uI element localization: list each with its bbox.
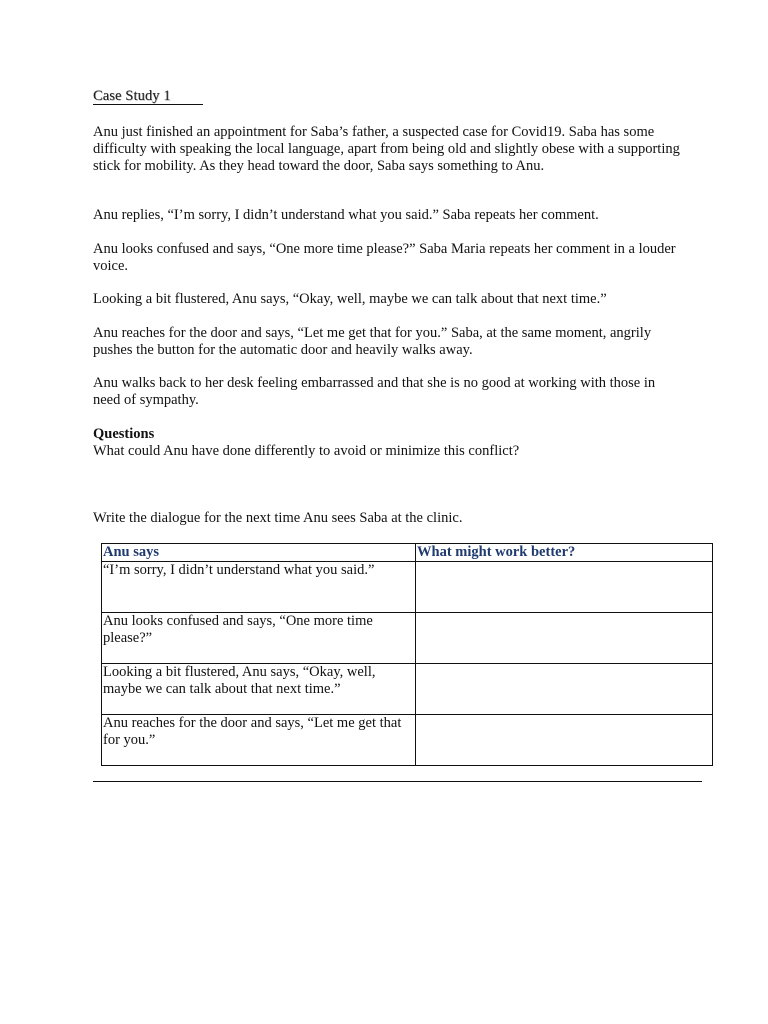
- anu-says-cell: Anu reaches for the door and says, “Let me get that for you.”: [102, 715, 416, 766]
- table-row: [102, 613, 713, 664]
- paragraph-flustered: Looking a bit flustered, Anu says, “Okay, well, maybe we can talk about that next time.”: [93, 291, 607, 307]
- response-cell[interactable]: [416, 613, 713, 664]
- dialogue-table: [101, 543, 713, 766]
- table-row: [102, 715, 713, 766]
- table-row: [102, 562, 713, 613]
- question-two: Write the dialogue for the next time Anu sees Saba at the clinic.: [93, 510, 463, 526]
- response-cell[interactable]: [416, 715, 713, 766]
- bottom-divider: [93, 781, 702, 782]
- header-anu-says: Anu says: [102, 544, 416, 562]
- paragraph-confused: Anu looks confused and says, “One more time please?” Saba Maria repeats her comment in a louder voice.: [93, 241, 676, 274]
- heading-underline: [93, 104, 203, 105]
- paragraph-intro: Anu just finished an appointment for Saba’s father, a suspected case for Covid19. Saba has some difficulty with speaking the local language, apart from being old and slightly obese with a supporting stick for mobility. As they head toward the door, Saba says something to Anu.: [93, 124, 680, 174]
- header-what-might-work-better: What might work better?: [416, 544, 713, 562]
- response-cell[interactable]: [416, 664, 713, 715]
- anu-says-cell: Anu looks confused and says, “One more time please?”: [102, 613, 416, 664]
- paragraph-embarrassed: Anu walks back to her desk feeling embarrassed and that she is no good at working with those in need of sympathy.: [93, 375, 656, 408]
- paragraph-reply: Anu replies, “I’m sorry, I didn’t understand what you said.” Saba repeats her comment.: [93, 207, 599, 223]
- anu-says-cell: “I’m sorry, I didn’t understand what you said.”: [102, 562, 416, 613]
- paragraph-door: Anu reaches for the door and says, “Let me get that for you.” Saba, at the same moment, angrily pushes the button for the automatic door and heavily walks away.: [93, 325, 652, 358]
- table-header-row: [102, 544, 713, 562]
- case-study-heading: Case Study 1: [93, 88, 171, 104]
- anu-says-cell: Looking a bit flustered, Anu says, “Okay, well, maybe we can talk about that next time.”: [102, 664, 416, 715]
- response-cell[interactable]: [416, 562, 713, 613]
- questions-heading: Questions: [93, 426, 155, 442]
- question-one: What could Anu have done differently to avoid or minimize this conflict?: [93, 443, 520, 459]
- table-row: [102, 664, 713, 715]
